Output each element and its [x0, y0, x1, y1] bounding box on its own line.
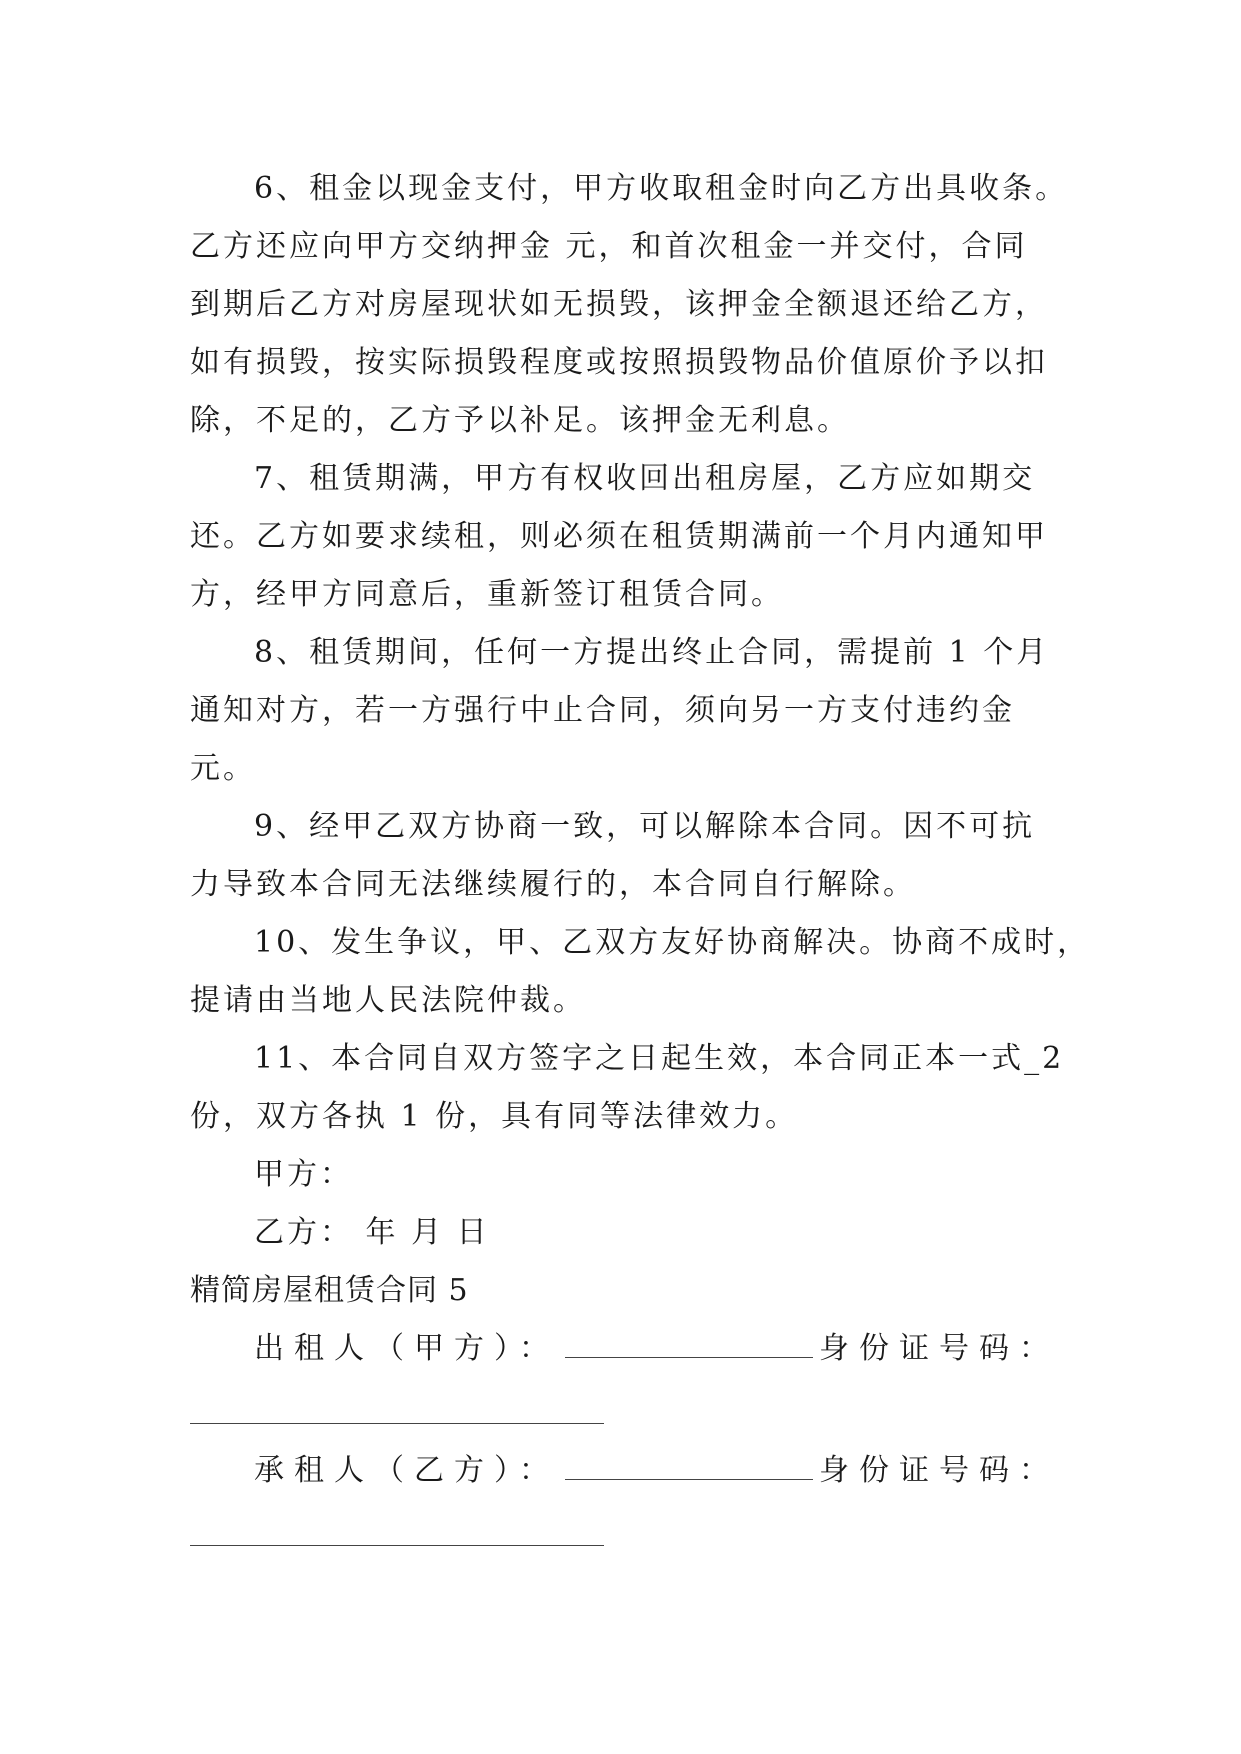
- clause-9-line-2: 力导致本合同无法继续履行的，本合同自行解除。: [190, 867, 916, 902]
- clause-11-line-2: 份，双方各执 1 份，具有同等法律效力。: [190, 1099, 799, 1134]
- lessor-row: [190, 1320, 1070, 1378]
- lessee-id-label: 身份证号码：: [819, 1453, 1059, 1488]
- lessor-label: 出租人（甲方）：: [254, 1331, 559, 1366]
- clause-8-line-1: 8、租赁期间，任何一方提出终止合同，需提前 1 个月: [254, 635, 1050, 670]
- lessee-label: 承租人（乙方）：: [254, 1453, 559, 1488]
- clause-6-line-4: 如有损毁，按实际损毁程度或按照损毁物品价值原价予以扣: [190, 345, 1048, 380]
- clause-7-line-3: 方，经甲方同意后，重新签订租赁合同。: [190, 577, 784, 612]
- lessor-name-blank: [565, 1329, 813, 1358]
- clause-6-line-2: 乙方还应向甲方交纳押金 元，和首次租金一并交付，合同: [190, 229, 1028, 264]
- clause-10-line-1: 10、发生争议，甲、乙双方友好协商解决。协商不成时，: [254, 925, 1091, 960]
- clause-8-line-2: 通知对方，若一方强行中止合同，须向另一方支付违约金: [190, 693, 1015, 728]
- clause-11-line-1: 11、本合同自双方签字之日起生效，本合同正本一式_2: [254, 1041, 1065, 1076]
- lessee-name-blank: [565, 1451, 813, 1480]
- party-a-signature: 甲方：: [254, 1157, 353, 1192]
- clause-8-line-3: 元。: [190, 751, 256, 786]
- clause-6-line-3: 到期后乙方对房屋现状如无损毁，该押金全额退还给乙方，: [190, 287, 1048, 322]
- clause-6-line-5: 除，不足的，乙方予以补足。该押金无利息。: [190, 403, 850, 438]
- clause-6-line-1: 6、租金以现金支付，甲方收取租金时向乙方出具收条。: [254, 171, 1069, 206]
- section-title: 精简房屋租赁合同 5: [190, 1273, 469, 1308]
- party-b-signature-date: 乙方： 年 月 日: [254, 1215, 490, 1250]
- document-body: [190, 160, 1091, 1564]
- lessee-row: [190, 1442, 1070, 1500]
- lessor-id-blank: [190, 1422, 604, 1424]
- clause-9-line-1: 9、经甲乙双方协商一致，可以解除本合同。因不可抗: [254, 809, 1036, 844]
- lessor-id-label: 身份证号码：: [819, 1331, 1059, 1366]
- clause-7-line-1: 7、租赁期满，甲方有权收回出租房屋，乙方应如期交: [254, 461, 1036, 496]
- clause-7-line-2: 还。乙方如要求续租，则必须在租赁期满前一个月内通知甲: [190, 519, 1048, 554]
- clause-10-line-2: 提请由当地人民法院仲裁。: [190, 983, 586, 1018]
- lessee-id-blank: [190, 1544, 604, 1546]
